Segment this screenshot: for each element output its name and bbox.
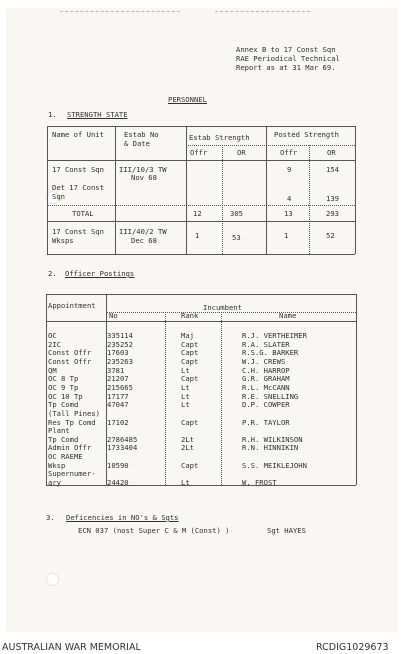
- table-row-appt: QM: [48, 365, 57, 375]
- header-incumbent: Incumbent: [203, 303, 242, 312]
- table-row-name: S.S. MEIKLEJOHN: [242, 460, 307, 470]
- table-row-no: 335114: [107, 331, 133, 340]
- table-row-unit: 17 Const Sqn: [52, 227, 104, 236]
- header-estab-or: OR: [237, 148, 246, 157]
- table-row-name: R.J. VERTHEIMER: [242, 331, 307, 340]
- table-row-appt: 2IC: [48, 339, 61, 349]
- table-row-appt: OC: [48, 331, 57, 340]
- header-posted-or: OR: [327, 148, 336, 157]
- table-row-posted-offr: 1: [284, 231, 289, 240]
- table-row-appt: (Tall Pines): [48, 408, 100, 418]
- table-row-estab-date: Dec 68: [131, 236, 157, 245]
- deficiency-line: ECN 037 (nost Super C & M (Const) ): [78, 526, 230, 535]
- table-row-no: 235263: [107, 356, 133, 366]
- table-row-posted-or: 139: [326, 194, 339, 203]
- table-row-appt: Supernumer-: [48, 469, 96, 479]
- table-row-appt: OC 10 Tp: [48, 391, 83, 401]
- table-row-no: 17603: [107, 348, 129, 358]
- table-row-no: 2786485: [107, 434, 138, 444]
- table-row-posted-offr: 9: [287, 165, 292, 174]
- table-row-no: 21207: [107, 374, 129, 384]
- table-row-estab-offr: 1: [195, 231, 200, 240]
- table-row-no: 1733404: [107, 443, 138, 453]
- footer-record-id: RCDIG1029673: [316, 642, 389, 653]
- header-appointment: Appointment: [48, 301, 96, 310]
- table-row-appt: Wksp: [48, 460, 66, 470]
- table-row-unit-line2: Sqn: [52, 192, 65, 201]
- top-edge-mark: [60, 11, 180, 12]
- deficiency-name: Sgt HAYES: [267, 526, 306, 535]
- table-row-posted-or: 293: [326, 209, 339, 218]
- section-3-heading: Deficencies in NO's & Sgts: [66, 513, 179, 522]
- table-row-appt: Tp Comd: [48, 434, 79, 444]
- header-name-of-unit: Name of Unit: [52, 130, 104, 139]
- table-row-estab: III/40/2 TW: [119, 227, 167, 236]
- table-row-name: G.R. GRAHAM: [242, 374, 290, 384]
- table-row-appt: Const Offr: [48, 348, 92, 358]
- table-row-name: R.L. McCANN: [242, 382, 290, 392]
- table-row-posted-offr: 13: [284, 209, 293, 218]
- header-name: Name: [279, 311, 297, 320]
- table-row-no: 47047: [107, 400, 129, 410]
- table-row-total-label: TOTAL: [72, 209, 94, 218]
- table-row-rank: Maj: [181, 331, 194, 340]
- table-row-rank: Capt: [181, 417, 199, 427]
- table-row-rank: Lt: [181, 478, 190, 488]
- table-row-no: 215665: [107, 382, 133, 392]
- table-row-estab: III/10/3 TW: [119, 165, 167, 174]
- page-title: PERSONNEL: [168, 95, 207, 104]
- table-row-no: 235252: [107, 339, 133, 349]
- table-row-unit: Det 17 Const: [52, 183, 104, 192]
- header-estab-offr: Offr: [190, 148, 208, 157]
- table-row-name: D.P. COWPER: [242, 400, 290, 410]
- table-row-appt: ary: [48, 478, 61, 488]
- table-row-no: 3781: [107, 365, 125, 375]
- header-no: No: [109, 311, 118, 320]
- punch-hole-bottom: [46, 573, 59, 586]
- header-estab-date: & Date: [124, 139, 150, 148]
- header-posted-strength: Posted Strength: [274, 130, 339, 139]
- table-row-name: R.E. SNELLING: [242, 391, 299, 401]
- table-row-name: R.A. SLATER: [242, 339, 290, 349]
- table-row-rank: Lt: [181, 365, 190, 375]
- table-row-estab-offr: 12: [193, 209, 202, 218]
- annex-line-2: RAE Periodical Technical: [236, 54, 340, 63]
- header-estab-no: Estab No: [124, 130, 159, 139]
- table-row-appt: Res Tp Comd: [48, 417, 96, 427]
- table-row-rank: Lt: [181, 400, 190, 410]
- table-row-unit: 17 Const Sqn: [52, 165, 104, 174]
- annex-line-1: Annex B to 17 Const Sqn: [236, 45, 336, 54]
- table-row-estab-or: 305: [230, 209, 243, 218]
- table-row-appt: Plant: [48, 426, 70, 436]
- table-row-name: R.N. HINNIKIN: [242, 443, 299, 453]
- section-3-number: 3.: [46, 513, 55, 522]
- table-row-no: 17102: [107, 417, 129, 427]
- top-edge-mark-right: [215, 11, 310, 12]
- table-row-appt: Tp Comd: [48, 400, 79, 410]
- table-row-name: P.R. TAYLOR: [242, 417, 290, 427]
- table-row-rank: Lt: [181, 382, 190, 392]
- table-row-rank: 2Lt: [181, 443, 194, 453]
- section-2-heading: Officer Postings: [65, 269, 135, 278]
- table-row-posted-offr: 4: [287, 194, 292, 203]
- header-rank: Rank: [181, 311, 199, 320]
- table-row-name: W.J. CREWS: [242, 356, 286, 366]
- annex-line-3: Report as at 31 Mar 69.: [236, 63, 336, 72]
- table-row-rank: 2Lt: [181, 434, 194, 444]
- table-row-unit-line2: Wksps: [52, 236, 74, 245]
- table-row-estab-or: 53: [232, 233, 241, 242]
- table-row-appt: Const Offr: [48, 356, 92, 366]
- table-row-rank: Capt: [181, 348, 199, 358]
- footer-institution: AUSTRALIAN WAR MEMORIAL: [2, 642, 141, 653]
- table-row-name: W. FROST: [242, 478, 277, 488]
- table-row-name: C.H. HARROP: [242, 365, 290, 375]
- table-row-rank: Capt: [181, 374, 199, 384]
- section-1-heading: STRENGTH STATE: [67, 110, 128, 119]
- table-row-appt: OC RAEME: [48, 452, 83, 462]
- table-row-appt: OC 8 Tp: [48, 374, 79, 384]
- table-row-posted-or: 52: [326, 231, 335, 240]
- table-row-no: 17177: [107, 391, 129, 401]
- header-posted-offr: Offr: [280, 148, 298, 157]
- section-2-number: 2.: [48, 269, 57, 278]
- table-row-no: 10590: [107, 460, 129, 470]
- table-row-name: R.H. WILKINSON: [242, 434, 303, 444]
- table-row-posted-or: 154: [326, 165, 339, 174]
- header-estab-strength: Estab Strength: [189, 133, 250, 142]
- section-1-number: 1.: [48, 110, 57, 119]
- table-row-rank: Lt: [181, 391, 190, 401]
- table-row-appt: OC 9 Tp: [48, 382, 79, 392]
- table-row-name: R.S.G. BARKER: [242, 348, 299, 358]
- table-row-appt: Admin Offr: [48, 443, 92, 453]
- table-row-rank: Capt: [181, 339, 199, 349]
- table-row-rank: Capt: [181, 356, 199, 366]
- table-row-estab-date: Nov 68: [131, 173, 157, 182]
- table-row-rank: Capt: [181, 460, 199, 470]
- table-row-no: 24420: [107, 478, 129, 488]
